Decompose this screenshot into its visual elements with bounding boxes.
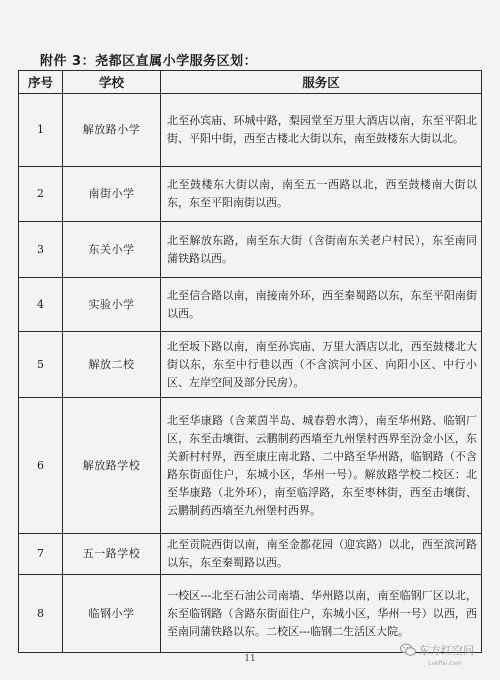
service-area-table (18, 70, 482, 653)
watermark (400, 642, 474, 658)
school-name: 解放路小学 (63, 94, 161, 167)
table-header-row (19, 71, 482, 94)
row-number: 3 (19, 222, 63, 278)
table-row (19, 167, 482, 222)
table-row (19, 575, 482, 653)
school-name: 解放二校 (63, 332, 161, 398)
table-row (19, 332, 482, 398)
service-area-text: 北至华康路（含莱茵半岛、城春碧水湾），南至华州路、临钢厂区，东至击壤街、云鹏制药西墙至九州堡村西界至汾金小区，东关新村村界，西至康庄南北路、二中路至华州路，临钢路（不含路东街面住户，东城小区，华州一号）。解放路学校二校区：北至华康路（北外环），南至临浮路，东至枣林街，西至击壤街、云鹏制药西墙至九州堡村西界。 (161, 398, 482, 534)
service-area-text: 北至坂下路以南，南至孙宾庙、万里大酒店以北，西至鼓楼北大街以东，东至中行巷以西（不含滨河小区、向阳小区、中行小区、左岸空间及部分民房）。 (161, 332, 482, 398)
school-name: 实验小学 (63, 278, 161, 332)
table-row (19, 278, 482, 332)
watermark-text: 东方红空间 (419, 644, 474, 657)
column-header-school: 学校 (63, 71, 161, 94)
row-number: 1 (19, 94, 63, 167)
row-number: 6 (19, 398, 63, 534)
row-number: 2 (19, 167, 63, 222)
row-number: 4 (19, 278, 63, 332)
service-area-text: 北至鼓楼东大街以南，南至五一西路以北，西至鼓楼南大街以东，东至平阳南街以西。 (161, 167, 482, 222)
row-number: 8 (19, 575, 63, 653)
column-header-area: 服务区 (161, 71, 482, 94)
row-number: 7 (19, 534, 63, 575)
table-row (19, 222, 482, 278)
school-name: 南街小学 (63, 167, 161, 222)
page-number: 11 (244, 654, 256, 664)
school-name: 东关小学 (63, 222, 161, 278)
column-header-number: 序号 (19, 71, 63, 94)
page-heading: 附件 3：尧都区直属小学服务区划： (40, 54, 258, 69)
service-area-text: 北至贡院西街以南，南至金都花园（迎宾路）以北，西至滨河路以东，东至秦蜀路以西。 (161, 534, 482, 575)
table-row (19, 94, 482, 167)
service-area-text: 一校区---北至石油公司南墙、华州路以南，南至临钢厂区以北，东至临钢路（含路东街面住户，东城小区，华州一号）以西，西至南同蒲铁路以东。二校区---临钢二生活区大院。 (161, 575, 482, 653)
wechat-icon (400, 643, 416, 657)
row-number: 5 (19, 332, 63, 398)
school-name: 解放路学校 (63, 398, 161, 534)
service-area-text: 北至孙宾庙、环城中路，梨园堂至万里大酒店以南，东至平阳北街、平阳中街，西至古楼北大街以东，南至鼓楼东大街以北。 (161, 94, 482, 167)
watermark-subtext: LvePai.com (428, 660, 462, 667)
service-area-text: 北至解放东路，南至东大街（含街南东关老户村民），东至南同蒲铁路以西。 (161, 222, 482, 278)
table-row (19, 398, 482, 534)
table-row (19, 534, 482, 575)
school-name: 五一路学校 (63, 534, 161, 575)
service-area-text: 北至信合路以南，南接南外环，西至秦蜀路以东，东至平阳南街以西。 (161, 278, 482, 332)
school-name: 临钢小学 (63, 575, 161, 653)
